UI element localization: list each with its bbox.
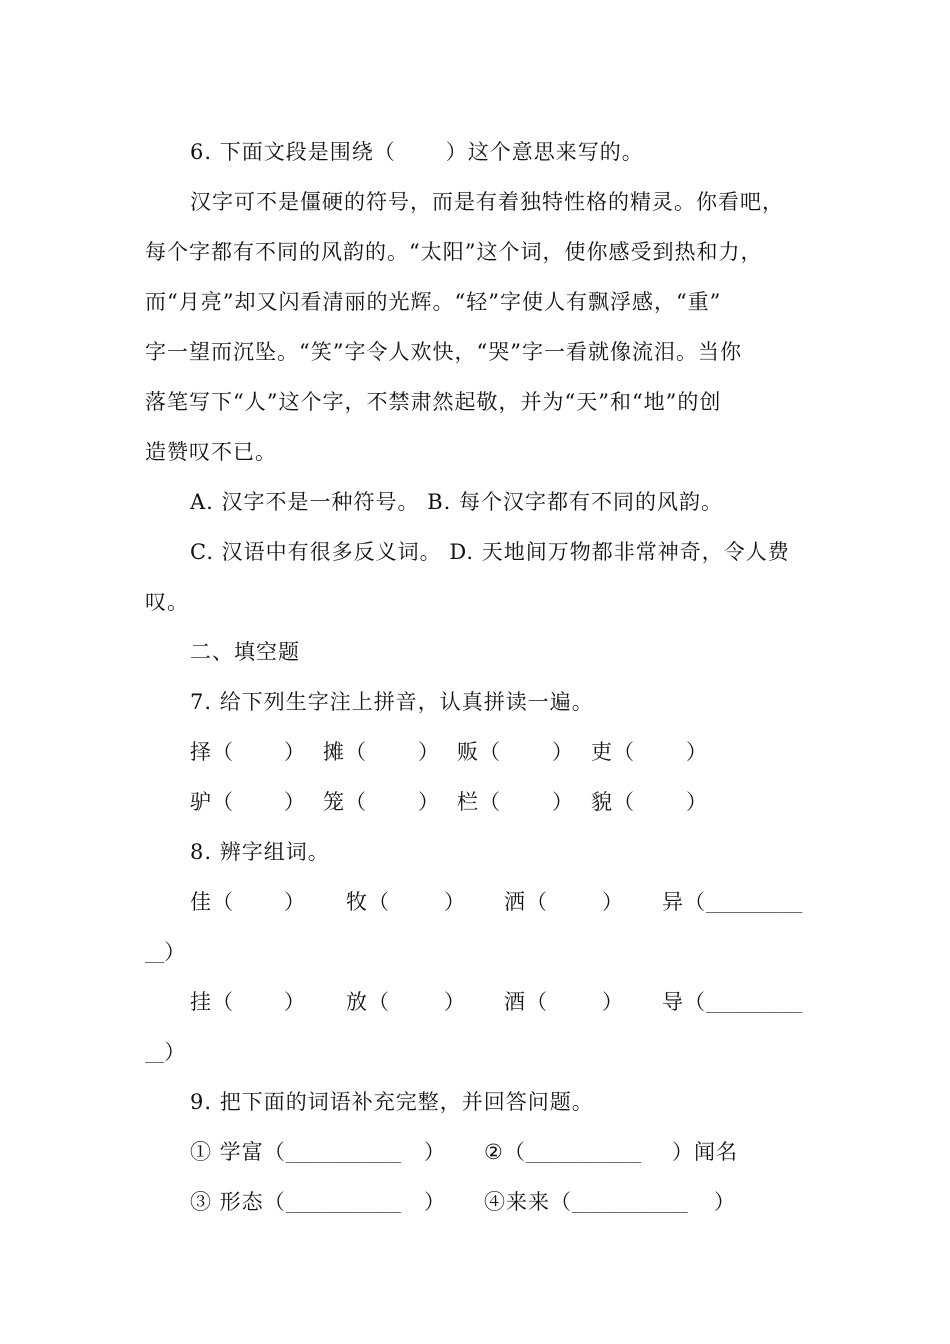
paren-close: ） (284, 790, 306, 814)
q6-passage-line: 而“月亮”却又闪看清丽的光辉。“轻”字使人有飘浮感，“重” (145, 290, 722, 314)
q8-char-item: 牧（ (346, 890, 390, 914)
q8-wrap-tail: __） (145, 940, 187, 964)
q7-char-item: 栏（ (457, 790, 501, 814)
q6-passage-line: 每个字都有不同的风韵的。“太阳”这个词，使你感受到热和力， (145, 240, 763, 264)
q7-stem: 7. 给下列生字注上拼音，认真拼读一遍。 (190, 690, 594, 714)
q7-char-item: 贩（ (457, 740, 501, 764)
paren-close: ） (602, 890, 624, 914)
q6-passage-line: 落笔写下“人”这个字，不禁肃然起敬，并为“天”和“地”的创 (145, 390, 722, 414)
q9-item-1: ① 学富（____________ (190, 1140, 402, 1164)
q8-char-item: 挂（ (190, 990, 234, 1014)
paren-close: ） (418, 740, 440, 764)
q7-char-item: 笼（ (323, 790, 367, 814)
paren-close: ） (714, 1190, 736, 1214)
q8-stem: 8. 辨字组词。 (190, 840, 330, 864)
q9-item-3: ③ 形态（____________ (190, 1190, 402, 1214)
q8-char-item: 洒（ (504, 890, 548, 914)
q6-passage-line: 造赞叹不已。 (145, 440, 277, 464)
paren-close: ） (284, 890, 306, 914)
q6-passage-line: 汉字可不是僵硬的符号，而是有着独特性格的精灵。你看吧， (190, 190, 784, 214)
paren-close: ） (424, 1190, 446, 1214)
q6-stem-prefix: 6. 下面文段是围绕（ (190, 140, 396, 164)
q7-char-item: 貌（ (591, 790, 635, 814)
q6-stem-suffix: ）这个意思来写的。 (445, 140, 644, 164)
q8-char-item: 佳（ (190, 890, 234, 914)
q6-options-cd-cont: 叹。 (145, 590, 189, 614)
paren-close: ） (418, 790, 440, 814)
q7-char-item: 驴（ (190, 790, 234, 814)
paren-close: ） (686, 740, 708, 764)
paren-close: ） (284, 740, 306, 764)
q7-char-item: 吏（ (591, 740, 635, 764)
q8-wrap-tail: __） (145, 1040, 187, 1064)
section-heading: 二、填空题 (190, 640, 300, 664)
paren-close: ） (284, 990, 306, 1014)
q6-options-cd: C. 汉语中有很多反义词。 D. 天地间万物都非常神奇，令人费 (190, 540, 790, 564)
q9-item-2-suffix: ）闻名 (672, 1140, 738, 1164)
q6-stem (190, 138, 644, 166)
q7-char-item: 择（ (190, 740, 234, 764)
paren-close: ） (552, 790, 574, 814)
q6-passage-line: 字一望而沉坠。“笑”字令人欢快，“哭”字一看就像流泪。当你 (145, 340, 742, 364)
q8-char-item: 放（ (346, 990, 390, 1014)
paren-close: ） (686, 790, 708, 814)
paren-close: ） (424, 1140, 446, 1164)
paren-close: ） (602, 990, 624, 1014)
q8-char-item: 异（__________ (662, 890, 803, 914)
q9-item-2: ②（____________ (484, 1140, 642, 1164)
q6-options-ab: A. 汉字不是一种符号。 B. 每个汉字都有不同的风韵。 (190, 490, 723, 514)
paren-close: ） (444, 890, 466, 914)
q8-char-item: 酒（ (504, 990, 548, 1014)
paren-close: ） (552, 740, 574, 764)
q7-char-item: 摊（ (323, 740, 367, 764)
q9-stem: 9. 把下面的词语补充完整，并回答问题。 (190, 1090, 594, 1114)
q8-char-item: 导（__________ (662, 990, 803, 1014)
q9-item-4: ④来来（____________ (484, 1190, 688, 1214)
paren-close: ） (444, 990, 466, 1014)
